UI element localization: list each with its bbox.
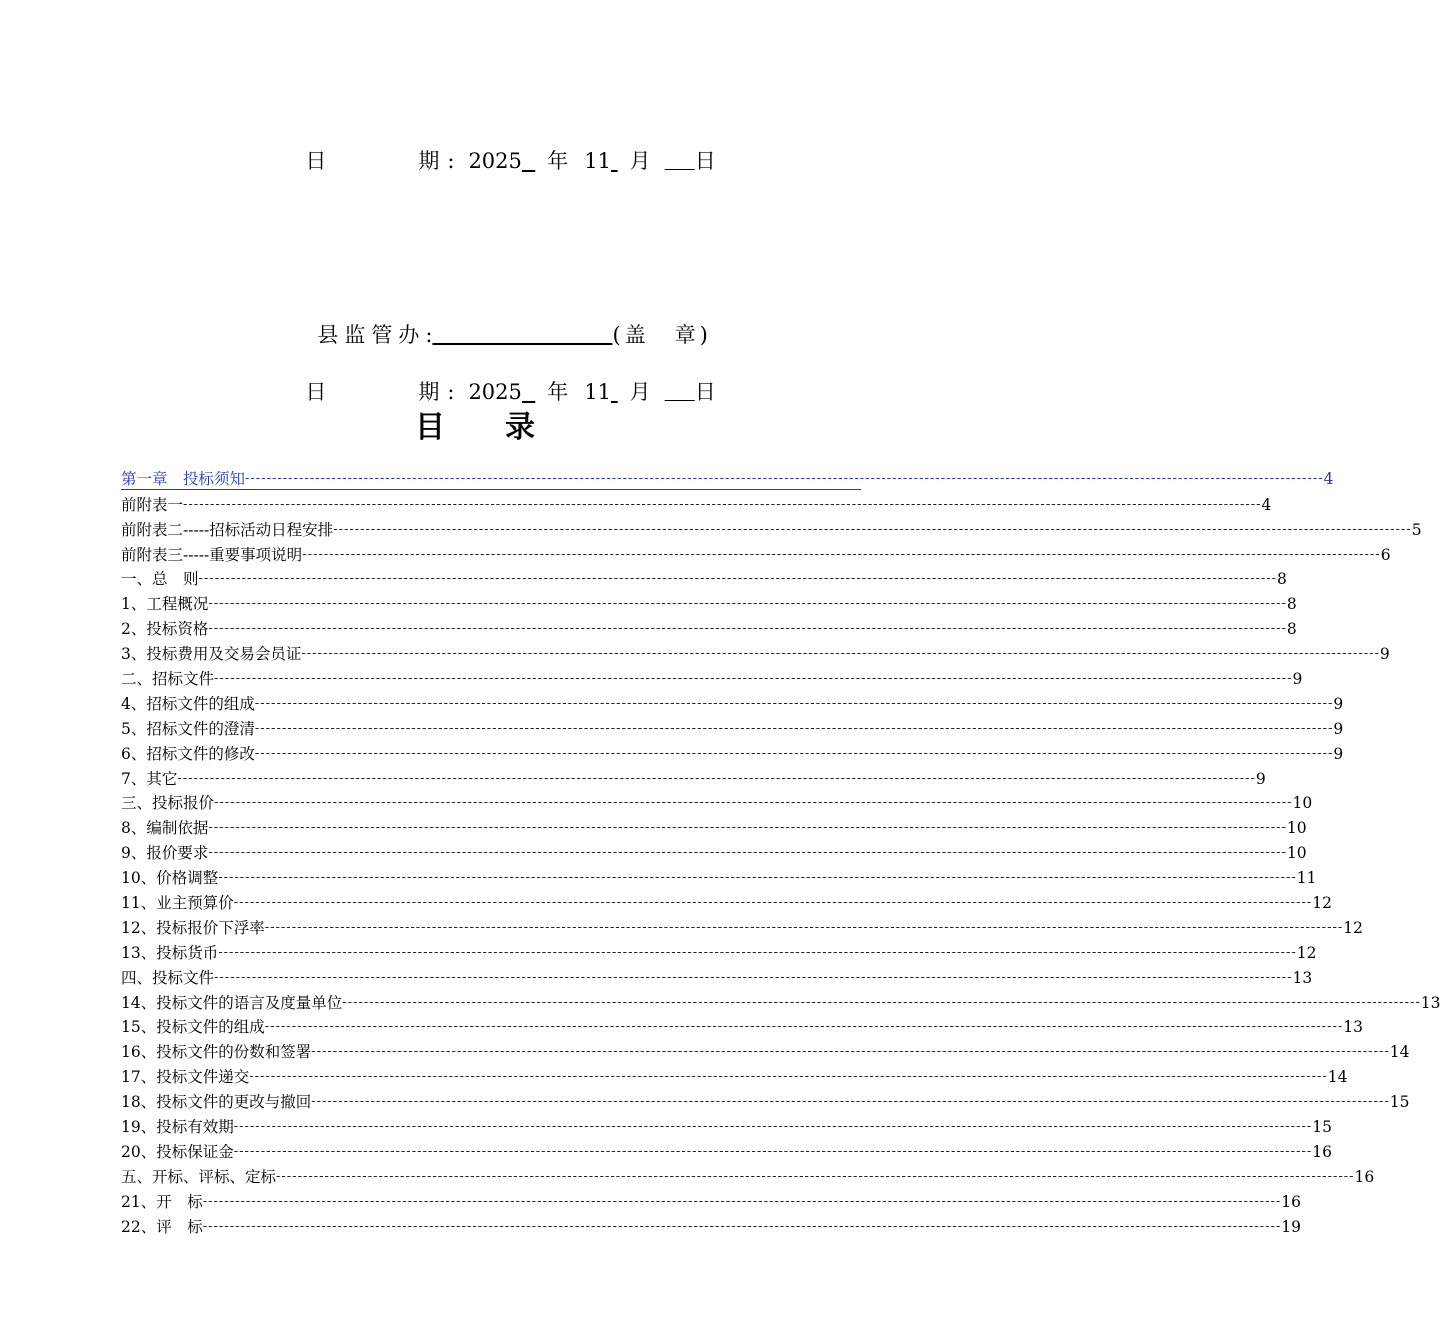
toc-entry-page: 8: [1286, 620, 1297, 639]
toc-entry-label: 11、业主预算价: [121, 894, 234, 913]
toc-entry: [121, 1062, 1348, 1087]
toc-entry: [121, 913, 1363, 938]
toc-entry-label: 五、开标、评标、定标: [121, 1167, 277, 1186]
toc-leader-dashes: --------------------------------------------------------------------------------------------------------------------------------------------------------------------------------------------------------: [276, 1168, 1355, 1184]
supervisor-signature-blank: [432, 321, 612, 349]
toc-leader-dashes: --------------------------------------------------------------------------------------------------------------------------------------------------------------------------------------------------------: [264, 1019, 1344, 1035]
table-of-contents: [121, 464, 1440, 1237]
date-year-value: 2025: [468, 149, 522, 173]
toc-entry-page: 10: [1286, 819, 1307, 838]
toc-leader-dashes: --------------------------------------------------------------------------------------------------------------------------------------------------------------------------------------------------------: [202, 1218, 1282, 1234]
toc-leader-dashes: --------------------------------------------------------------------------------------------------------------------------------------------------------------------------------------------------------: [214, 969, 1293, 985]
toc-entry-page: 16: [1312, 1142, 1332, 1161]
toc-entry-page: 14: [1327, 1068, 1348, 1087]
toc-leader-dashes: --------------------------------------------------------------------------------------------------------------------------------------------------------------------------------------------------------: [233, 1143, 1313, 1159]
toc-entry: [121, 1187, 1301, 1212]
toc-entry-page: 9: [1333, 694, 1344, 713]
toc-entry-page: 10: [1292, 794, 1313, 813]
toc-leader-dashes: --------------------------------------------------------------------------------------------------------------------------------------------------------------------------------------------------------: [311, 1094, 1390, 1110]
toc-entry-label: 二、招标文件: [121, 670, 215, 689]
toc-entry-page: 4: [1323, 469, 1334, 488]
date-month-suffix: 月: [629, 149, 651, 173]
toc-leader-dashes: --------------------------------------------------------------------------------------------------------------------------------------------------------------------------------------------------------: [254, 695, 1334, 711]
toc-entry: [121, 639, 1390, 664]
toc-leader-dashes: --------------------------------------------------------------------------------------------------------------------------------------------------------------------------------------------------------: [208, 596, 1287, 612]
toc-entry-link[interactable]: [121, 464, 1334, 490]
date-month-value: 11: [584, 149, 611, 173]
toc-entry-label: 四、投标文件: [121, 968, 215, 987]
toc-entry: [121, 689, 1344, 714]
toc-leader-dashes: --------------------------------------------------------------------------------------------------------------------------------------------------------------------------------------------------------: [208, 820, 1287, 836]
toc-entry-page: 12: [1343, 918, 1363, 937]
toc-leader-dashes: --------------------------------------------------------------------------------------------------------------------------------------------------------------------------------------------------------: [301, 646, 1380, 662]
toc-leader-dashes: --------------------------------------------------------------------------------------------------------------------------------------------------------------------------------------------------------: [218, 944, 1297, 960]
date-year-value: 2025: [468, 380, 522, 404]
toc-entry-page: 19: [1281, 1217, 1301, 1236]
toc-entry-page: 8: [1277, 570, 1287, 589]
toc-entry: [121, 565, 1287, 590]
toc-entry-label: 前附表一: [121, 495, 184, 514]
toc-entry: [121, 1037, 1410, 1062]
toc-leader-dashes: --------------------------------------------------------------------------------------------------------------------------------------------------------------------------------------------------------: [218, 870, 1297, 886]
toc-entry-page: 13: [1343, 1018, 1363, 1037]
toc-entry-page: 8: [1286, 595, 1297, 614]
toc-entry-label: 第一章 投标须知: [121, 469, 246, 488]
toc-entry-page: 9: [1379, 645, 1390, 664]
toc-entry-label: 4、招标文件的组成: [121, 694, 255, 713]
toc-entry-label: 14、投标文件的语言及度量单位: [121, 993, 343, 1012]
toc-leader-dashes: --------------------------------------------------------------------------------------------------------------------------------------------------------------------------------------------------------: [233, 895, 1313, 911]
toc-entry: [121, 589, 1297, 614]
date-label-char-2: 期: [418, 380, 440, 404]
toc-leader-dashes: --------------------------------------------------------------------------------------------------------------------------------------------------------------------------------------------------------: [311, 1044, 1390, 1060]
toc-leader-dashes: --------------------------------------------------------------------------------------------------------------------------------------------------------------------------------------------------------: [198, 571, 1278, 587]
toc-entry-page: 9: [1255, 769, 1266, 788]
toc-leader-dashes: --------------------------------------------------------------------------------------------------------------------------------------------------------------------------------------------------------: [245, 470, 1324, 486]
toc-leader-dashes: --------------------------------------------------------------------------------------------------------------------------------------------------------------------------------------------------------: [177, 770, 1256, 786]
toc-entry-page: 9: [1333, 719, 1344, 738]
toc-entry-label: 三、投标报价: [121, 794, 215, 813]
toc-entry-label: 8、编制依据: [121, 819, 209, 838]
toc-entry-page: 11: [1296, 869, 1317, 888]
toc-entry-label: 3、投标费用及交易会员证: [121, 645, 302, 664]
toc-entry-label: 18、投标文件的更改与撤回: [121, 1093, 312, 1112]
date-year-suffix: 年: [547, 380, 569, 404]
toc-entry: [121, 863, 1317, 888]
toc-leader-dashes: --------------------------------------------------------------------------------------------------------------------------------------------------------------------------------------------------------: [202, 1193, 1282, 1209]
toc-entry: [121, 888, 1332, 913]
toc-entry: [121, 963, 1313, 988]
toc-entry-label: 2、投标资格: [121, 620, 209, 639]
toc-entry-label: 9、报价要求: [121, 844, 209, 863]
date-label-char-1: 日: [305, 149, 327, 173]
supervisor-line: [292, 293, 712, 349]
toc-entry: [121, 1162, 1375, 1187]
date-label-char-2: 期: [418, 149, 440, 173]
toc-entry-label: 5、招标文件的澄清: [121, 719, 255, 738]
date-day-suffix: 日: [694, 380, 716, 404]
toc-entry: [121, 838, 1307, 863]
toc-entry: [121, 938, 1317, 963]
date-line-2: [292, 350, 716, 408]
toc-leader-dashes: --------------------------------------------------------------------------------------------------------------------------------------------------------------------------------------------------------: [254, 745, 1334, 761]
toc-entry-label: 12、投标报价下浮率: [121, 918, 265, 937]
toc-entry-page: 12: [1296, 943, 1317, 962]
toc-entry-label: 16、投标文件的份数和签署: [121, 1043, 312, 1062]
toc-entry-page: 9: [1333, 744, 1344, 763]
toc-entry-label: 1、工程概况: [121, 595, 209, 614]
toc-entry-page: 10: [1286, 844, 1307, 863]
toc-entry-page: 4: [1261, 495, 1272, 514]
toc-entry: [121, 813, 1307, 838]
toc-leader-dashes: --------------------------------------------------------------------------------------------------------------------------------------------------------------------------------------------------------: [254, 720, 1334, 736]
toc-entry: [121, 789, 1313, 814]
toc-entry-label: 20、投标保证金: [121, 1142, 234, 1161]
toc-title-char-2: 录: [505, 410, 535, 445]
toc-entry: [121, 714, 1344, 739]
date-line-1: [292, 119, 716, 177]
toc-leader-dashes: --------------------------------------------------------------------------------------------------------------------------------------------------------------------------------------------------------: [214, 795, 1293, 811]
toc-entry: [121, 1212, 1301, 1237]
toc-entry: [121, 515, 1422, 540]
toc-entry: [121, 764, 1266, 789]
toc-entry-label: 7、其它: [121, 769, 178, 788]
toc-entry-page: 13: [1420, 993, 1440, 1012]
toc-entry: [121, 540, 1391, 565]
toc-leader-dashes: --------------------------------------------------------------------------------------------------------------------------------------------------------------------------------------------------------: [249, 1069, 1328, 1085]
toc-entry-page: 14: [1389, 1043, 1410, 1062]
toc-entry-label: 19、投标有效期: [121, 1118, 234, 1137]
date-month-value: 11: [584, 380, 611, 404]
toc-entry-page: 12: [1312, 894, 1332, 913]
toc-entry-page: 16: [1354, 1167, 1375, 1186]
date-day-suffix: 日: [694, 149, 716, 173]
toc-entry: [121, 664, 1303, 689]
date-month-suffix: 月: [629, 380, 651, 404]
toc-title-char-1: 目: [415, 410, 445, 445]
toc-entry-label: 17、投标文件递交: [121, 1068, 250, 1087]
toc-entry: [121, 490, 1272, 515]
toc-entry: [121, 1112, 1332, 1137]
toc-entry-label: 一、总 则: [121, 570, 199, 589]
supervisor-label: 县监管办: [317, 323, 426, 347]
toc-entry-label: 6、招标文件的修改: [121, 744, 255, 763]
toc-entry-page: 13: [1292, 968, 1313, 987]
toc-leader-dashes: --------------------------------------------------------------------------------------------------------------------------------------------------------------------------------------------------------: [233, 1119, 1313, 1135]
date-label-char-1: 日: [305, 380, 327, 404]
date-colon: :: [447, 380, 455, 404]
toc-leader-dashes: --------------------------------------------------------------------------------------------------------------------------------------------------------------------------------------------------------: [183, 496, 1262, 512]
toc-entry-page: 6: [1380, 545, 1391, 564]
toc-entry: [121, 988, 1440, 1013]
toc-entry-page: 15: [1389, 1093, 1410, 1112]
date-day-blank: [665, 149, 695, 177]
toc-entry-label: 21、开 标: [121, 1192, 203, 1211]
toc-leader-dashes: --------------------------------------------------------------------------------------------------------------------------------------------------------------------------------------------------------: [208, 621, 1287, 637]
toc-entry: [121, 1137, 1332, 1162]
toc-leader-dashes: --------------------------------------------------------------------------------------------------------------------------------------------------------------------------------------------------------: [333, 521, 1412, 537]
seal-note: (盖 章): [612, 323, 712, 347]
toc-entry: [121, 1013, 1363, 1038]
toc-title: [0, 408, 950, 448]
toc-entry-label: 22、评 标: [121, 1217, 203, 1236]
toc-leader-dashes: --------------------------------------------------------------------------------------------------------------------------------------------------------------------------------------------------------: [214, 671, 1293, 687]
toc-entry-label: 13、投标货币: [121, 943, 219, 962]
toc-entry-page: 15: [1312, 1118, 1332, 1137]
date-colon: :: [447, 149, 455, 173]
date-year-suffix: 年: [547, 149, 569, 173]
toc-entry: [121, 739, 1344, 764]
toc-entry-page: 9: [1292, 670, 1303, 689]
toc-entry: [121, 614, 1297, 639]
toc-entry-page: 16: [1281, 1192, 1301, 1211]
toc-leader-dashes: --------------------------------------------------------------------------------------------------------------------------------------------------------------------------------------------------------: [302, 546, 1381, 562]
date-day-blank: [665, 380, 695, 408]
toc-entry-label: 15、投标文件的组成: [121, 1018, 265, 1037]
toc-leader-dashes: --------------------------------------------------------------------------------------------------------------------------------------------------------------------------------------------------------: [208, 845, 1287, 861]
toc-leader-dashes: --------------------------------------------------------------------------------------------------------------------------------------------------------------------------------------------------------: [342, 994, 1421, 1010]
toc-entry-label: 10、价格调整: [121, 869, 219, 888]
toc-entry: [121, 1087, 1410, 1112]
toc-entry-label: 前附表二-----招标活动日程安排: [121, 520, 334, 539]
toc-entry-page: 5: [1411, 520, 1422, 539]
supervisor-colon: :: [425, 323, 433, 347]
toc-entry-label: 前附表三-----重要事项说明: [121, 545, 303, 564]
toc-leader-dashes: --------------------------------------------------------------------------------------------------------------------------------------------------------------------------------------------------------: [264, 919, 1344, 935]
